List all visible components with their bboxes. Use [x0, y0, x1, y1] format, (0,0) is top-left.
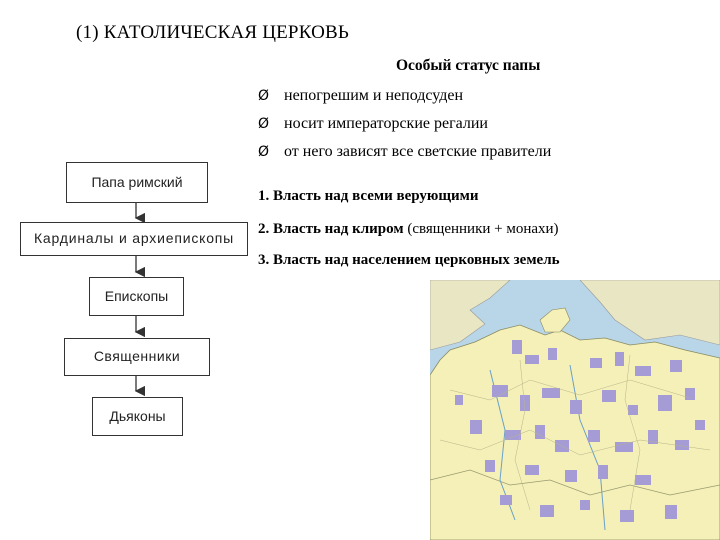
arrow-bullet-icon: Ø	[258, 88, 270, 104]
slide-title: (1) КАТОЛИЧЕСКАЯ ЦЕРКОВЬ	[76, 22, 350, 43]
hierarchy-deacons: Дьяконы	[92, 397, 183, 436]
arrow-bullet-icon: Ø	[258, 144, 270, 160]
church-lands-map	[430, 280, 720, 540]
hierarchy-priests: Священники	[64, 338, 210, 376]
power-item: 1. Власть над всеми верующими	[258, 188, 479, 204]
map-image	[430, 280, 720, 540]
hierarchy-cardinals: Кардиналы и архиепископы	[20, 222, 248, 256]
power-item: 3. Власть над населением церковных земель	[258, 252, 560, 268]
status-item: Ø непогрешим и неподсуден	[258, 84, 551, 112]
hierarchy-bishops: Епископы	[89, 277, 184, 316]
power-item: 2. Власть над клиром (священники + монахи)	[258, 221, 559, 237]
arrow-bullet-icon: Ø	[258, 116, 270, 132]
status-item: Ø носит императорские регалии	[258, 112, 551, 140]
status-subtitle: Особый статус папы	[396, 57, 541, 74]
status-item: Ø от него зависят все светские правители	[258, 140, 551, 168]
hierarchy-pope: Папа римский	[66, 162, 208, 203]
